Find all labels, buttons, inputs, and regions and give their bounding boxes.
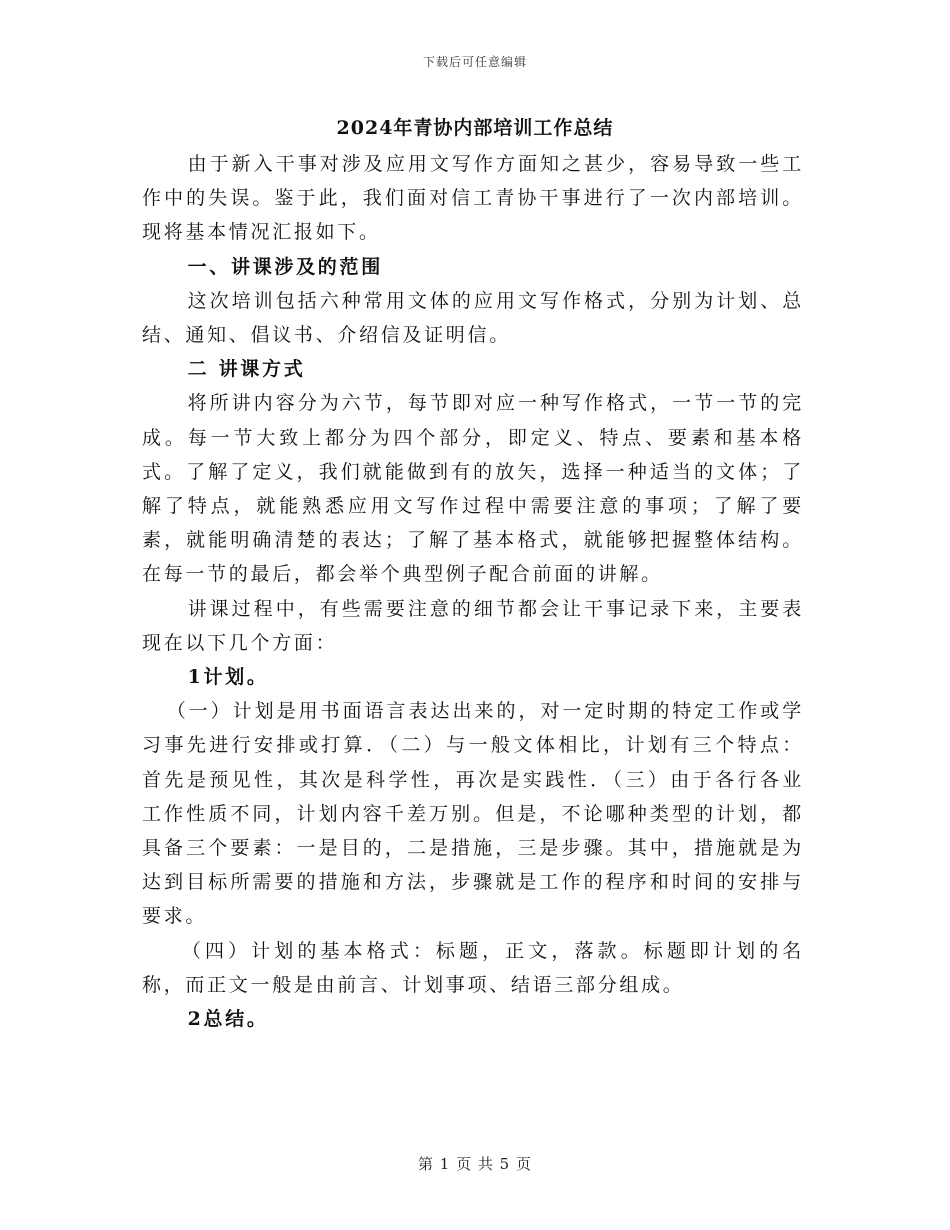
- subsection-heading-summary: 2总结。: [187, 1008, 269, 1031]
- method-paragraph: 将所讲内容分为六节，每节即对应一种写作格式，一节一节的完成。每一节大致上都分为四个部分，即定义、特点、要素和基本格式。了解了定义，我们就能做到有的放矢，选择一种适当的文体；了解了特点，就能熟悉应用文写作过程中需要注意的事项；了解了要素，就能明确清楚的表达；了解了基本格式，就能够把握整体结构。在每一节的最后，都会举个典型例子配合前面的讲解。: [142, 392, 804, 586]
- section-heading-scope: 一、讲课涉及的范围: [187, 255, 383, 278]
- document-body: [142, 147, 804, 1036]
- subsection-heading-plan: 1计划。: [187, 666, 269, 689]
- section-heading-method: 二 讲课方式: [187, 358, 306, 381]
- document-title: 2024年青协内部培训工作总结: [336, 117, 614, 139]
- scope-paragraph: 这次培训包括六种常用文体的应用文写作格式，分别为计划、总结、通知、倡议书、介绍信及证明信。: [142, 289, 804, 347]
- page-number-indicator: 第 1 页 共 5 页: [418, 1155, 532, 1173]
- page-header-note: 下载后可任意编辑: [422, 55, 527, 69]
- intro-paragraph: 由于新入干事对涉及应用文写作方面知之甚少，容易导致一些工作中的失误。鉴于此，我们面对信工青协干事进行了一次内部培训。现将基本情况汇报如下。: [142, 153, 804, 244]
- plan-format-paragraph: （四）计划的基本格式：标题，正文，落款。标题即计划的名称，而正文一般是由前言、计划事项、结语三部分组成。: [142, 939, 804, 996]
- details-intro-paragraph: 讲课过程中，有些需要注意的细节都会让干事记录下来，主要表现在以下几个方面：: [142, 597, 804, 654]
- plan-paragraph: （一）计划是用书面语言表达出来的，对一定时期的特定工作或学习事先进行安排或打算．（二）与一般文体相比，计划有三个特点：首先是预见性，其次是科学性，再次是实践性．（三）由于各行各业工作性质不同，计划内容千差万别。但是，不论哪种类型的计划，都具备三个要素：一是目的，二是措施，三是步骤。其中，措施就是为达到目标所需要的措施和方法，步骤就是工作的程序和时间的安排与要求。: [142, 700, 804, 928]
